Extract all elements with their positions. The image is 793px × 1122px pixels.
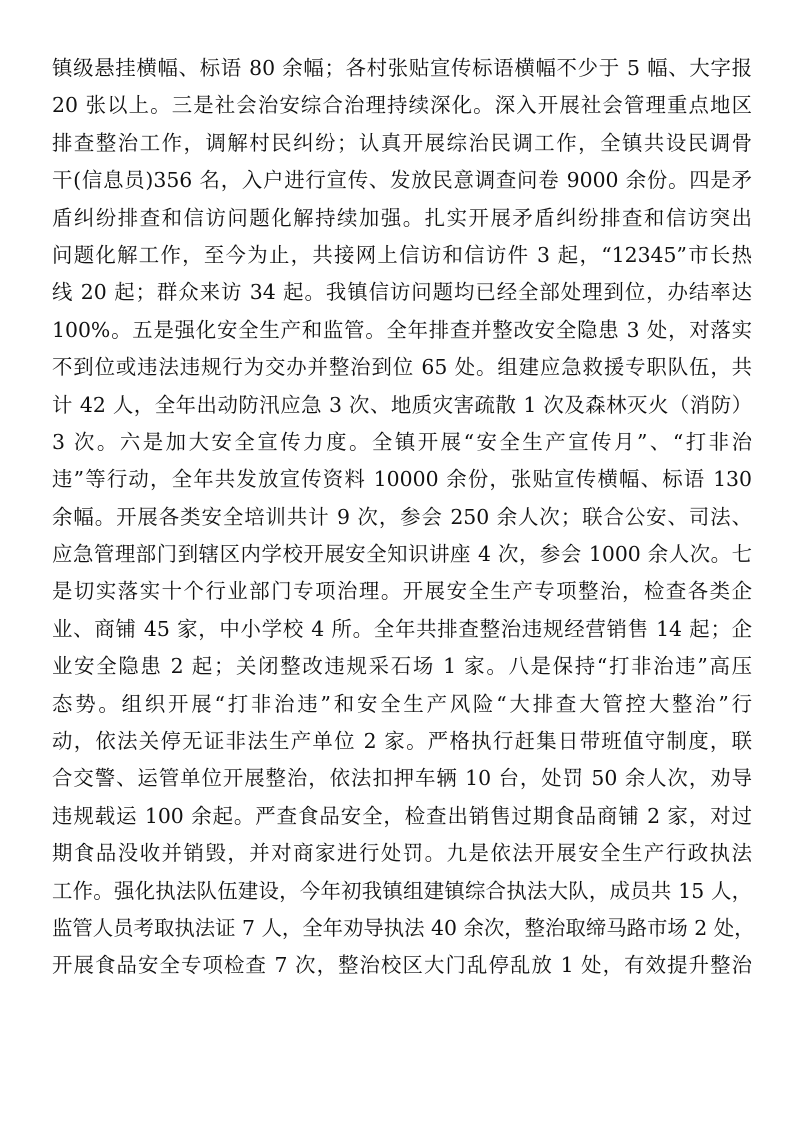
text-line: 100%。五是强化安全生产和监管。全年排查并整改安全隐患 3 处，对落实 [52,317,752,342]
text-line: 开展食品安全专项检查 7 次，整治校区大门乱停乱放 1 处，有效提升整治 [52,953,752,978]
text-line: 镇级悬挂横幅、标语 80 余幅；各村张贴宣传标语横幅不少于 5 幅、大字报 [52,56,752,80]
text-line: 工作。强化执法队伍建设，今年初我镇组建镇综合执法大队，成员共 15 人， [52,878,752,903]
text-line: 合交警、运管单位开展整治，依法扣押车辆 10 台，处罚 50 余人次，劝导 [52,766,752,791]
text-line: 是切实落实十个行业部门专项治理。开展安全生产专项整治，检查各类企 [52,579,752,604]
text-line: 余幅。开展各类安全培训共计 9 次，参会 250 余人次；联合公安、司法、 [52,504,752,529]
text-line: 动，依法关停无证非法生产单位 2 家。严格执行赶集日带班值守制度，联 [52,729,752,754]
text-line: 计 42 人，全年出动防汛应急 3 次、地质灾害疏散 1 次及森林灭火（消防） [52,392,752,417]
text-line: 违规载运 100 余起。严查食品安全，检查出销售过期食品商铺 2 家，对过 [52,803,752,828]
text-line: 监管人员考取执法证 7 人，全年劝导执法 40 余次，整治取缔马路市场 2 处， [52,915,755,940]
text-line: 问题化解工作，至今为止，共接网上信访和信访件 3 起，“12345”市长热 [52,242,752,267]
text-line: 违”等行动，全年共发放宣传资料 10000 余份，张贴宣传横幅、标语 130 [52,467,752,492]
text-line: 期食品没收并销毁，并对商家进行处罚。九是依法开展安全生产行政执法 [52,841,752,866]
text-line: 排查整治工作，调解村民纠纷；认真开展综治民调工作，全镇共设民调骨 [52,130,752,155]
text-line: 态势。组织开展“打非治违”和安全生产风险“大排查大管控大整治”行 [52,691,752,716]
text-line: 不到位或违法违规行为交办并整治到位 65 处。组建应急救援专职队伍，共 [52,355,752,380]
text-line: 线 20 起；群众来访 34 起。我镇信访问题均已经全部处理到位，办结率达 [52,280,752,305]
body-text [52,50,755,985]
text-line: 业安全隐患 2 起；关闭整改违规采石场 1 家。八是保持“打非治违”高压 [52,654,752,679]
text-line: 3 次。六是加大安全宣传力度。全镇开展“安全生产宣传月”、“打非治 [52,429,752,454]
text-line: 干(信息员)356 名，入户进行宣传、发放民意调查问卷 9000 余份。四是矛 [52,168,752,193]
text-line: 业、商铺 45 家，中小学校 4 所。全年共排查整治违规经营销售 14 起；企 [52,616,752,641]
text-line: 盾纠纷排查和信访问题化解持续加强。扎实开展矛盾纠纷排查和信访突出 [52,205,752,230]
text-line: 应急管理部门到辖区内学校开展安全知识讲座 4 次，参会 1000 余人次。七 [52,542,752,567]
text-line: 20 张以上。三是社会治安综合治理持续深化。深入开展社会管理重点地区 [52,93,752,118]
